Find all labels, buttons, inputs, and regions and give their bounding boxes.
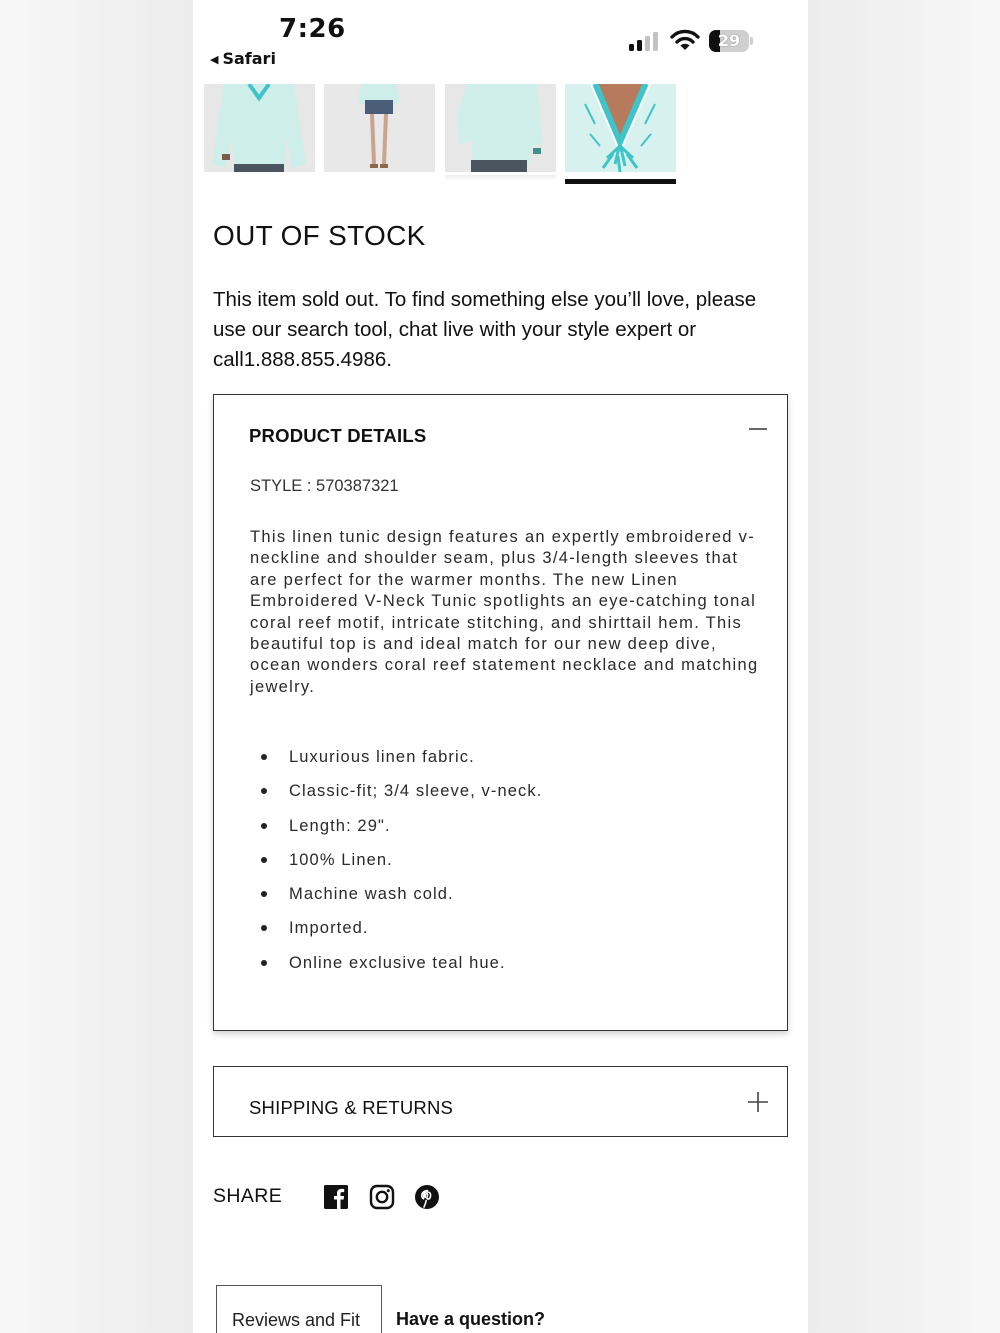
background-left [0, 0, 193, 1333]
product-features-list [250, 745, 542, 985]
list-item: Classic-fit; 3/4 sleeve, v-neck. [250, 779, 542, 813]
shipping-returns-accordion[interactable] [213, 1066, 788, 1137]
list-item: 100% Linen. [250, 848, 542, 882]
status-time: 7:26 [279, 14, 346, 44]
selected-thumbnail-indicator [565, 179, 676, 184]
thumbnail-tunic-full-length[interactable] [324, 84, 435, 172]
product-details-header[interactable]: PRODUCT DETAILS [249, 425, 427, 446]
thumbnail-tunic-side[interactable] [445, 84, 556, 172]
shipping-returns-header[interactable]: SHIPPING & RETURNS [249, 1097, 454, 1118]
pinterest-icon[interactable] [414, 1184, 440, 1210]
back-label: Safari [222, 49, 276, 68]
style-number: STYLE : 570387321 [250, 477, 399, 495]
list-item: Length: 29". [250, 814, 542, 848]
instagram-icon[interactable] [369, 1184, 395, 1210]
product-description: This linen tunic design features an expertly embroidered v-neckline and shoulder seam, plus 3/4-length sleeves that are perfect for the warmer months. The new Linen Embroidered V-Neck Tunic spotlights an eye-catching tonal coral reef motif, intricate stitching, and shirttail hem. This beautiful top is and ideal match for our new deep dive, ocean wonders coral reef statement necklace and matching jewelry. [250, 528, 759, 696]
phone-screen [193, 0, 808, 1333]
stock-status-message: This item sold out. To find something else you’ll love, please use our search tool, chat live with your style expert or call1.888.855.4986. [213, 288, 757, 371]
tab-reviews-label: Reviews and Fit [232, 1310, 361, 1330]
wifi-icon [670, 29, 700, 51]
product-details-accordion [213, 394, 788, 1031]
background-right [808, 0, 1000, 1333]
tab-reviews-and-fit[interactable] [216, 1285, 382, 1333]
expand-plus-icon[interactable] [747, 1091, 769, 1113]
tab-have-a-question[interactable]: Have a question? [396, 1309, 546, 1329]
back-arrow-icon: ◀ [210, 53, 219, 66]
list-item: Machine wash cold. [250, 882, 542, 916]
thumbnail-tunic-front[interactable] [204, 84, 315, 172]
share-label: SHARE [213, 1185, 283, 1207]
list-item: Luxurious linen fabric. [250, 745, 542, 779]
stock-status-heading: OUT OF STOCK [213, 220, 426, 251]
battery-icon [709, 30, 749, 52]
facebook-icon[interactable] [323, 1184, 349, 1210]
back-to-safari-link[interactable] [210, 49, 276, 68]
thumbnail-neckline-closeup[interactable] [565, 84, 676, 172]
list-item: Imported. [250, 916, 542, 950]
battery-level: 29 [717, 31, 741, 50]
collapse-minus-icon[interactable] [747, 418, 769, 440]
cellular-signal-icon [629, 31, 661, 51]
list-item: Online exclusive teal hue. [250, 951, 542, 985]
